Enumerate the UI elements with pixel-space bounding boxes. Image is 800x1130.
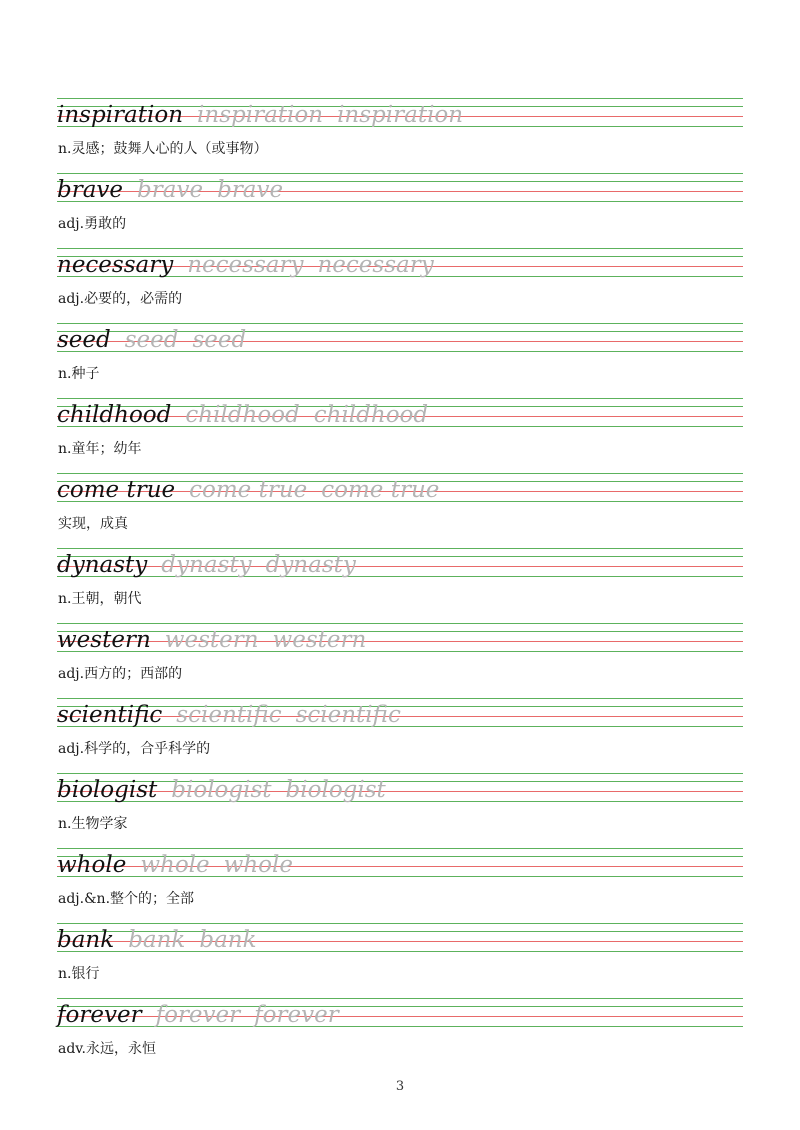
trace-word: biologist	[171, 777, 272, 803]
vocab-entry	[0, 548, 800, 623]
trace-word: brave	[217, 177, 284, 203]
word-meaning: 实现，成真	[58, 516, 128, 532]
vocab-word: seed	[57, 327, 111, 353]
vocab-word: forever	[57, 1002, 142, 1028]
word-meaning: n.生物学家	[58, 816, 128, 832]
trace-word: come true	[321, 477, 440, 503]
trace-word: inspiration	[337, 102, 464, 128]
trace-word: necessary	[187, 252, 304, 278]
vocab-word: bank	[57, 927, 115, 953]
trace-word: seed	[124, 327, 179, 353]
vocab-word: inspiration	[57, 102, 184, 128]
trace-word: whole	[223, 852, 293, 878]
page-number: 3	[395, 1079, 405, 1094]
word-meaning: adj.勇敢的	[58, 216, 127, 232]
vocab-word: biologist	[57, 777, 158, 803]
vocab-entry	[0, 998, 800, 1073]
word-row	[57, 923, 257, 957]
trace-word: bank	[128, 927, 186, 953]
vocab-word: western	[57, 627, 151, 653]
word-row	[57, 473, 439, 507]
vocab-word: dynasty	[57, 552, 148, 578]
word-row	[57, 548, 356, 582]
trace-word: forever	[254, 1002, 339, 1028]
vocab-entry	[0, 173, 800, 248]
trace-word: come true	[189, 477, 308, 503]
vocab-entry	[0, 848, 800, 923]
vocab-entry	[0, 473, 800, 548]
word-row	[57, 623, 366, 657]
trace-word: dynasty	[265, 552, 356, 578]
word-meaning: adj.&n.整个的；全部	[58, 891, 195, 907]
trace-word: bank	[199, 927, 257, 953]
vocab-entry	[0, 323, 800, 398]
word-meaning: n.种子	[58, 366, 100, 382]
trace-word: dynasty	[161, 552, 252, 578]
word-meaning: n.王朝，朝代	[58, 591, 142, 607]
word-row	[57, 773, 386, 807]
vocab-word: whole	[57, 852, 127, 878]
trace-word: necessary	[317, 252, 434, 278]
vocab-entry	[0, 923, 800, 998]
trace-word: whole	[140, 852, 210, 878]
word-row	[57, 248, 434, 282]
trace-word: childhood	[185, 402, 300, 428]
trace-word: scientific	[176, 702, 282, 728]
trace-word: western	[164, 627, 259, 653]
vocab-word: childhood	[57, 402, 172, 428]
word-row	[57, 398, 428, 432]
word-meaning: adj.科学的，合乎科学的	[58, 741, 211, 757]
word-row	[57, 98, 463, 132]
word-row	[57, 998, 339, 1032]
vocab-word: scientific	[57, 702, 163, 728]
trace-word: scientific	[295, 702, 401, 728]
trace-word: forever	[155, 1002, 241, 1028]
vocab-word: necessary	[57, 252, 174, 278]
trace-word: seed	[192, 327, 247, 353]
trace-word: western	[272, 627, 367, 653]
trace-word: brave	[137, 177, 204, 203]
trace-word: biologist	[285, 777, 386, 803]
trace-word: childhood	[313, 402, 429, 428]
word-row	[57, 323, 246, 357]
vocab-entry	[0, 773, 800, 848]
word-meaning: adj.必要的，必需的	[58, 291, 183, 307]
vocab-entry	[0, 398, 800, 473]
vocab-word: come true	[57, 477, 176, 503]
word-row	[57, 173, 283, 207]
word-meaning: adv.永远，永恒	[58, 1041, 157, 1057]
word-meaning: n.童年；幼年	[58, 441, 142, 457]
vocab-entry	[0, 698, 800, 773]
vocab-entry	[0, 248, 800, 323]
word-meaning: n.银行	[58, 966, 100, 982]
word-row	[57, 698, 401, 732]
word-meaning: adj.西方的；西部的	[58, 666, 183, 682]
trace-word: inspiration	[197, 102, 324, 128]
vocab-entry	[0, 98, 800, 173]
vocab-word: brave	[57, 177, 124, 203]
word-meaning: n.灵感；鼓舞人心的人（或事物）	[58, 141, 268, 157]
word-row	[57, 848, 293, 882]
vocab-entry	[0, 623, 800, 698]
